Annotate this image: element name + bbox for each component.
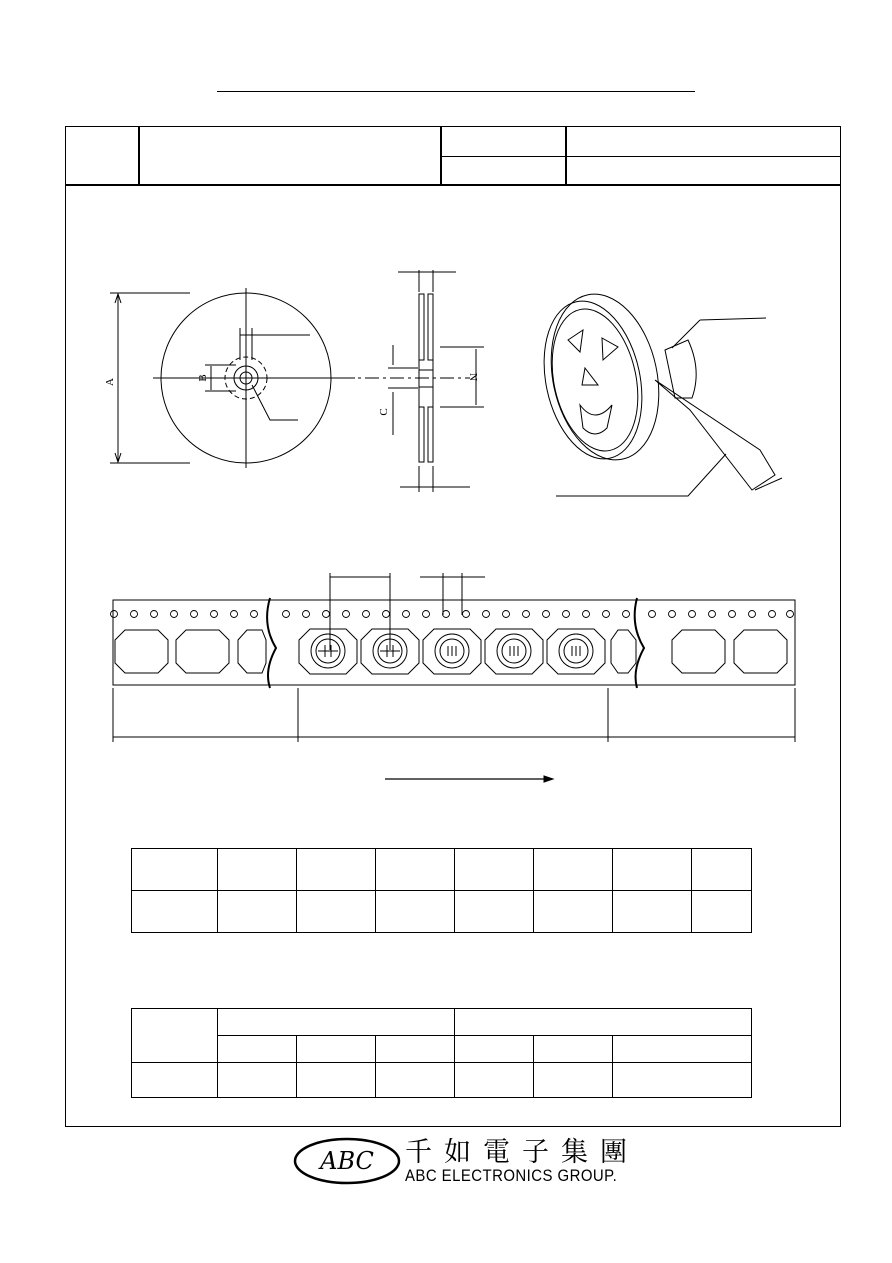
dim-n-label: N: [467, 373, 479, 381]
sprocket-holes: [111, 611, 794, 618]
empty-pockets: [115, 630, 787, 673]
dim-c-label: C: [378, 408, 390, 416]
company-logo: [293, 1130, 653, 1190]
dim-b-label: B: [197, 374, 209, 382]
loaded-pockets: [299, 629, 605, 674]
svg-text:ABC: ABC: [320, 1147, 374, 1175]
company-name-chinese: 千如電子集團: [405, 1137, 639, 1168]
spec-table-1: [131, 848, 752, 933]
abc-oval-logo: [293, 1136, 401, 1186]
carrier-tape: [113, 600, 795, 685]
spec-table-2: [131, 1008, 752, 1098]
company-name-english: ABC ELECTRONICS GROUP.: [405, 1166, 618, 1185]
dim-a-label: A: [104, 378, 116, 386]
